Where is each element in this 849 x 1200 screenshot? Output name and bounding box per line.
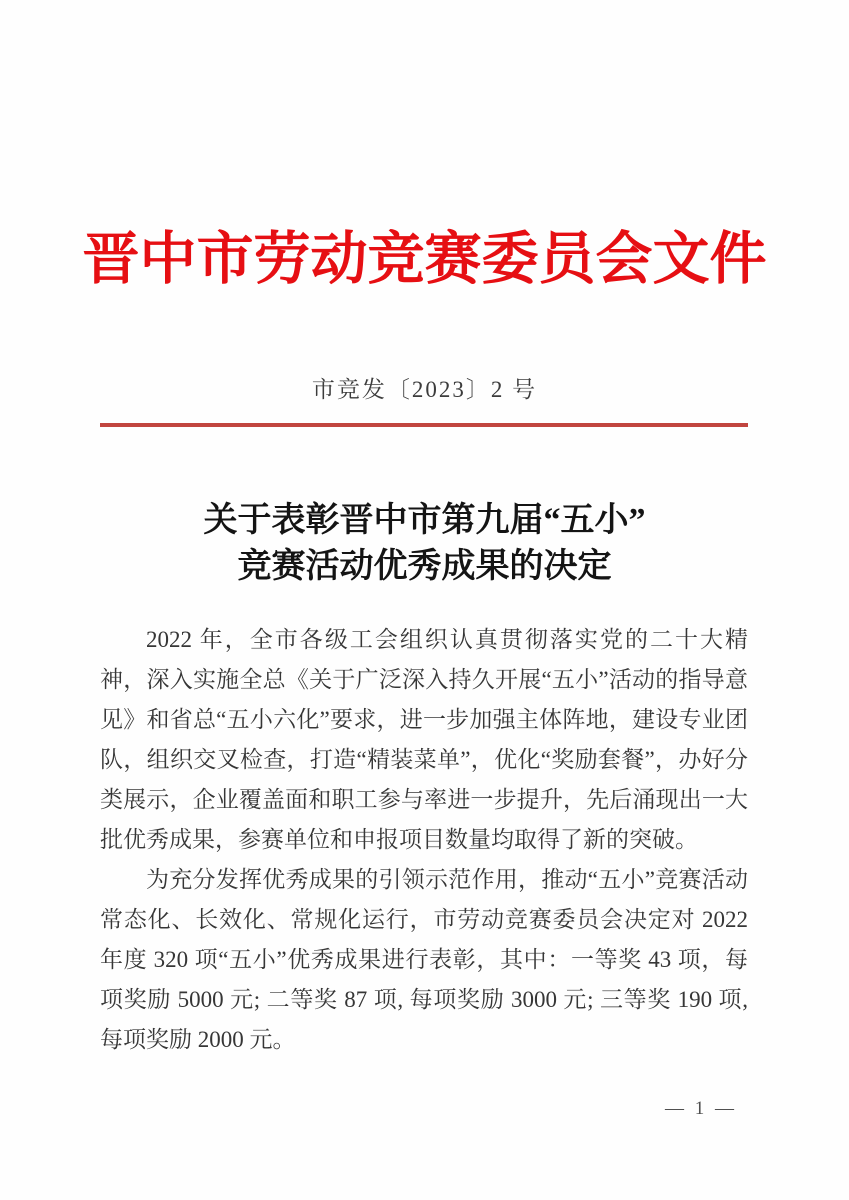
document-title [0,498,849,590]
body-paragraph-2: 为充分发挥优秀成果的引领示范作用，推动“五小”竞赛活动常态化、长效化、常规化运行，市劳动竞赛委员会决定对 2022 年度 320 项“五小”优秀成果进行表彰，其中：一等奖 43 项，每项奖励 5000 元; 二等奖 87 项, 每项奖励 3000 元; 三等奖 190 项, 每项奖励 2000 元。 [100,867,748,1052]
document-header-title: 晋中市劳动竞赛委员会文件 [82,228,767,291]
red-divider-line [100,423,748,427]
document-body [100,620,748,1060]
page-number: — 1 — [665,1098,737,1119]
document-title-line-2: 竞赛活动优秀成果的决定 [237,548,612,585]
document-title-line-1: 关于表彰晋中市第九届“五小” [203,502,646,539]
body-paragraph-1: 2022 年，全市各级工会组织认真贯彻落实党的二十大精神，深入实施全总《关于广泛深入持久开展“五小”活动的指导意见》和省总“五小六化”要求，进一步加强主体阵地，建设专业团队，组织交叉检查，打造“精装菜单”，优化“奖励套餐”，办好分类展示，企业覆盖面和职工参与率进一步提升，先后涌现出一大批优秀成果，参赛单位和申报项目数量均取得了新的突破。 [100,627,748,852]
document-number: 市竞发〔2023〕2 号 [311,377,538,402]
